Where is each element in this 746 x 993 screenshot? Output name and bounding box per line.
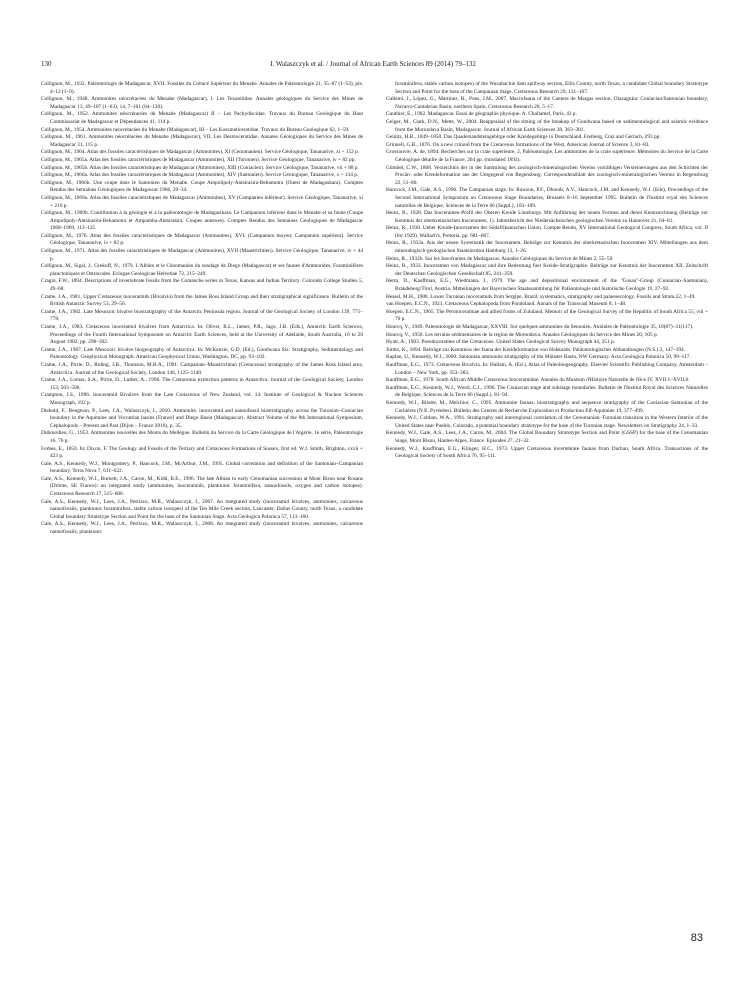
references-left-column xyxy=(41,81,363,537)
reference-entry: Collignon, M., 1966a. Atlas des fossiles caractéristiques de Madagascar (Ammonites), XIV (Santonien). Service Géologique, Tananarive, x + 134 p. xyxy=(41,172,359,179)
reference-entry: Crampton, J.S., 1996. Inoceramid Bivalves from the Late Cretaceous of New Zealand, vol. 14. Institute of Geological & Nuclear Sciences Monograph, 192 p. xyxy=(41,392,363,406)
folio-number: 83 xyxy=(690,932,703,944)
reference-entry: Collignon, M., 1966b. Une coupe dans le Santonien du Menabe. Coupe Ampolipoly-Antsirasira-Behamotra (Ouest de Madagaskara). Comptes Rendus des Semaines Géologiques de Madagascar 1966, 29–34. xyxy=(41,179,363,194)
reference-entry: Collignon, M., 1964. Atlas des fossiles caractéristiques de Madagascar (Ammonites), XI (Cenomanien). Service Géologique, Tananarive, xi + 152 p. xyxy=(41,149,360,156)
running-header xyxy=(41,58,705,70)
reference-entry: Collignon, M., 1970. Atlas des fossiles caractéristiques de Madagascar (Ammonites), XVI. (Campanien moyen; Campanien supérieur). Service Géologique, Tananarive, iv + 82 p. xyxy=(41,232,363,247)
reference-entry: Crame, J.A., 1983. Cretaceous inoceramid bivalves from Antarctica. In: Oliver, R.L., James, P.R., Jago, J.B. (Eds.), Antarctic Earth Sciences, Proceedings of the Fourth International Symposium on Antarctic Earth Sciences, held at the University of Adelaide, South Australia, 16 to 20 August 1982, pp. 298–302. xyxy=(41,324,363,346)
reference-entry: Kauffman, E.G., 1973. Cretaceous Bivalvia. In: Hallam, A. (Ed.), Atlas of Paleobiogeography. Elsevier Scientific Publishing Company, Amsterdam – London – New York, pp. 353–383. xyxy=(386,361,708,376)
page-number: 130 xyxy=(41,60,52,68)
reference-entry: Heinz, R., 1928. Das Inoceramen-Profil der Oberen Kreide Lüneburgs. Mit Anführung der neuen Formen and deren Kennzeichnung (Beiträge zur Kenntnis der oberkretazischen Inoceramen, 1). Jahresbericht des Niedersächsischen geologischen Vereins zu Hannover 21, 64–81. xyxy=(386,210,708,224)
reference-entry: Gale, A.S., Kennedy, W.J., Montgomery, P., Hancock, J.M., McArthur, J.M., 1995. Global correlation and definition of the Santonian–Campanian boundary. Terra Nova 7, 611–622. xyxy=(41,460,363,475)
reference-entry: Collignon, M., 1969a. Atlas des fossiles caractéristiques de Madagascar (Ammonites), XV (Campanien inférieur). Service Géologique, Tananarive, xi + 216 p. xyxy=(41,194,363,209)
journal-citation: I. Walaszczyk et al. / Journal of African Earth Sciences 89 (2014) 79–132 xyxy=(270,60,476,68)
reference-entry: Forbes, E., 1850. In: Dixon, F. The Geology and Fossils of the Tertiary and Cretaceous Formations of Sussex, first ed. W.J. Smith, Brighton, xxxii + 423 p. xyxy=(41,445,363,460)
reference-entry: Gale, A.S., Kennedy, W.J., Lees, J.A., Petrizzo, M.R., Walaszczyk, I., 2007. An integrated study (inoceramid bivalves, ammonites, calcareous nannofossils, planktonic foraminifera, stable carbon isotopes) of the Ten Mile Creek section, Lancaster, Dallas County, north Texas, a candidate Global boundary Stratotype Section and Point for the base of the Santonian Stage. Acta Geologica Polonica 57, 113–160. xyxy=(41,498,363,520)
reference-entry: Kennedy, W.J., Gale, A.S., Lees, J.A., Caron, M., 2004. The Global Boundary Stratotype Section and Point (GSSP) for the base of the Cenomanian Stage, Mont Risou, Hautes-Alpes, France. Episodes 27, 21–32. xyxy=(386,430,708,444)
reference-entry: Gallemí, J., López, G., Martínez, R., Pons, J.M., 2007. Macrofauna of the Cantera de Margas section, Olazagutia: Coniacian/Santonian boundary, Navarro-Cantabrian Basin, northern Spain. Cretaceous Research 28, 5–17. xyxy=(386,96,708,110)
reference-entry: Collignon, M., 1969b. Contribution à la géologie et à la paléontologie de Madagasikara. Le Campanien inférieur dans le Menabe et sa faune (Coupe Ampolipoly-Antsirasira-Behamotra et Ampamba-Antsirasira. Coupes annexes). Comptes Rendus des Semaines Géologiques de Madagascar 1968–1969, 113–125. xyxy=(41,210,363,232)
reference-entry: Kaplan, U., Kennedy, W.J., 2000. Santonian ammonite stratigraphy of the Münster Basin, NW Germany. Acta Geologica Polonica 50, 99–117. xyxy=(386,354,691,361)
reference-entry: Geiger, M., Clark, D.N., Mette, W., 2004. Reappraisal of the timing of the breakup of Gondwana based on sedimentological and seismic evidence from the Morondava Basin, Madagascar. Journal of African Earth Sciences 38, 363–381. xyxy=(386,118,708,133)
reference-entry: Gümbel, C.W., 1868. Verzeichnis der in der Sammlung des zoologisch-mineralogischen Vereins vorräthigen Versteinerungen aus den Schichten der Procän- oder Kreideformation aus der Umgegend von Regensburg. Correspondenzblatt des zoologisch-mineralogischen Vereins in Regensburg 22, 51–80. xyxy=(386,164,708,186)
reference-entry: Heinz, R., 1932b. Sur les Inocérames de Madagascar. Annales Géologiques du Service de Mines 2, 55–59. xyxy=(386,255,614,262)
reference-entry: Gauthier, E., 1902. Madagascar. Essai de géographie physique. A. Challamel, Paris, 43 p. xyxy=(386,111,577,118)
reference-entry: Herm, D., Kauffman, E.G., Wiedmann, J., 1979. The age and depositional environment of the ''Gosau''-Group (Coniacian–Santonian), Brandeberg/Tirol, Austria. Mitteilungen der Bayerischen Staatssammlung für Paläontologie und historische Geologie 19, 27–92. xyxy=(386,278,708,293)
reference-entry: Cragin, F.W., 1894. Descriptions of invertebrate fossils from the Comanche series in Texas, Kansas and Indian Territory. Colorado College Studies 5, 49–68. xyxy=(41,278,363,293)
references-right-column xyxy=(386,81,708,461)
reference-entry: Collignon, M., 1932. Paléontologie de Madagascar, XVII. Fossiles du Crétacé Supérieur du Menabe. Annales de Paléontologie 21, 35–87 (1–53), pls. 4–12 (1–9). xyxy=(41,81,363,95)
reference-entry: Grinnell, G.B., 1876. On a new crinoid from the Cretaceous formations of the West. American Journal of Science 3, 81–83. xyxy=(386,141,650,148)
reference-continued: foraminifera, stable carbon isotopes) of the Waxahachie dam spillway section, Ellis County, north Texas, a candidate Global boundary Stratotype Section and Point for the base of the Campanian Stage. Cretaceous Research 29, 131–167. xyxy=(395,81,708,95)
reference-entry: Jimbo, K., 1894. Beiträge zur Kenntniss der fauna der Kreideformation von Hokkaido. Paläontologisches Abhandlungen (N.S.) 2, 147–194. xyxy=(386,346,686,353)
reference-entry: Kennedy, W.J., Bilotte, M., Melchior, C., 1995. Ammonite faunas, biostratigraphy and sequence stratigraphy of the Coniacian–Santonian of the Corbières (N.E. Pyrénées). Bulletin des Centres de Recherche Exploration et Production Elf-Aquitaine 19, 377–499. xyxy=(386,399,708,414)
reference-entry: Kennedy, W.J., Kauffman, E.G., Klinger, H.C., 1973. Upper Cretaceous invertebrate faunas from Durban, South Africa. Transactions of the Geological Society of South Africa 76, 95–111. xyxy=(386,445,708,460)
reference-entry: Crame, J.A., 1987. Late Mesozoic bivalve biogeography of Antarctica. In: McKenzie, G.D. (Ed.), Gondwana Six: Stratigraphy, Sedimentology and Paleontology. Geophysical Monograph. American Geophysical Union, Washington, DC, pp. 93–102. xyxy=(41,346,363,361)
reference-entry: Hessel, M.H., 1988. Lower Turonian inoceramids from Sergipe, Brazil: systematics, stratigraphy and palaeoecology. Fossils and Strata 22, 1–49. xyxy=(386,293,696,300)
reference-entry: Collignon, M., 1948. Ammonites néocrétacées du Menabe (Madagascar), I. Les Texanitidae. Annales géologiques du Service des Mines de Madagascar 13, 49–107 (1–63); 14, 7–101 (64–120). xyxy=(41,96,363,110)
reference-entry: Crame, J.A., Lomas, S.A., Pirrie, D., Luther, A., 1996. The Cretaceous extinction patterns in Antarctica. Journal of the Geological Society, London 153, 503–506. xyxy=(41,377,363,391)
reference-entry: Hyatt, A., 1903. Pseudoceratites of the Cretaceous. United States Geological Survey Monograph 44, 351 p. xyxy=(386,339,615,346)
reference-entry: Kennedy, W.J., Cobban, W.A., 1991. Stratigraphy and interregional correlation of the Cenomanian–Turonian transition in the Western Interior of the United States near Pueblo, Colorado, a potential boundary stratotype for the base of the Turonian stage. Newsletters on Stratigraphy 24, 1–33. xyxy=(386,415,708,429)
reference-entry: Collignon, M., 1965b. Atlas des fossiles caractéristiques de Madagascar (Ammonites), XIII (Coniacien). Service Géologique, Tananarive, vii + 88 p. xyxy=(41,164,359,171)
reference-entry: Gale, A.S., Kennedy, W.J., Burnett, J.A., Caron, M., Kidd, B.E., 1996. The late Albian to early Cenomanian succession at Mont Risou near Rosans (Drôme, SE France): an integrated study (ammonites, inoceramids, planktonic foraminifera, nannofossils, oxygen and carbon isotopes). Cretaceous Research 17, 515–606. xyxy=(41,475,363,498)
reference-entry: Kauffman, E.G., 1978. South African Middle Cretaceous Inoceramidae. Annales du Muséum d'Histoire Naturelle de Nice IV, XVII.1–XVII.6. xyxy=(386,377,690,384)
reference-entry: Heinz, R., 1932a. Aus der neuen Systematik der Inoceramen. Beiträge zur Kenntnis der oberkretazischen Inoceramen XIV. Mitteilungen aus dem mineralogisch-geologischen Staatsinstitut Hamburg 13, 1–26. xyxy=(386,240,708,255)
reference-entry: Gale, A.S., Kennedy, W.J., Lees, J.A., Petrizzo, M.R., Walaszczyk, I., 2008. An integrated study (inoceramid bivalves, ammonites, calcareous nannofossils, planktonic xyxy=(41,521,363,536)
reference-entry: Hourcq, V., 1950. Les terrains sédimentaires de la région de Morondava. Annales Géologiques du Service des Mines 20, 105 p. xyxy=(386,331,658,338)
reference-entry: Collignon, M., Sigal, J., Grekoff, N., 1979. L'Albien et le Cénomanien du sondage de Diego (Madagascar) et ses faunes d'Ammonites, Foraminifères planctoniques et Ostracodes. Eclogae Geologicae Helvetiae 72, 215–249. xyxy=(41,263,363,277)
reference-entry: Hoepen, E.C.N., 1965. The Peroniceratinae and allied forms of Zululand. Memoir of the Geological Survey of the Republic of South Africa 55, viii + 70 p. xyxy=(386,308,708,323)
reference-entry: Collignon, M., 1954. Ammonites neocretacées du Menabe (Madagascar), III – Les Kossmaticeratidae. Travaux du Bureau Geologique 62, 1–59. xyxy=(41,126,350,133)
reference-entry: Hancock, J.M., Gale, A.S., 1996. The Campanian stage. In: Rawson, P.F., Dhondt, A.V., Hancock, J.M. and Kennedy, W.J. (Eds), Proceedings of the Second International Symposium on Cretaceous Stage Boundaries, Brussels 8–16 September 1995. Bulletin de l'Institut royal des Sciences naturelles de Belgique, Sciences de la Terre 66 (Suppl.), 103–109. xyxy=(386,187,708,209)
reference-entry: Heinz, R., 1930. Ueber Kreide-Inoceramen der Südafrikanischen Union. Compte Rendu, XV International Geological Congress, South Africa, vol. II (for 1929). Wallach's, Pretoria, pp. 681–687. xyxy=(386,225,708,239)
reference-entry: Heinz, R., 1933. Inoceramen von Madagascar und ihre Bedeutung fuer Kreide-Stratigraphie. Beiträge zur Kenntnis der Inoceramen XII. Zeitschrift der Deutschen Geologischen Gesellschaft 85, 241–259. xyxy=(386,263,708,277)
reference-entry: Diebold, F., Bengtson, P., Lees, J.A., Walaszczyk, I., 2010. Ammonite, inoceramid and nannofossil biostratigraphy across the Turonian–Coniacian boundary in the Aquitaine and Vocontian basins (France) and Diego Basin (Madagascar). Abstract Volume of the 8th International Symposium, Cephalopods – Present and Past (Dijon – France 2010), p. 35. xyxy=(41,407,363,429)
reference-entry: Collignon, M., 1971. Atlas des fossiles caractéristiques de Madagascar (Ammonites), XVII (Maastrichtien). Service Géologique, Tananarive, iv + 44 p. xyxy=(41,248,363,262)
reference-entry: van Hoepen, E.C.N., 1921. Cretaceous Cephalopoda from Pondoland. Annals of the Transvaal Museum 8, 1–48. xyxy=(386,301,627,308)
reference-entry: Crame, J.A., Pirrie, D., Riding, J.B., Thomson, M.R.A., 1991. Campanian–Maastrichtian (Cretaceous) stratigraphy of the James Ross Island area, Antarctica. Journal of the Geological Society, London 148, 1125–1140. xyxy=(41,361,363,376)
reference-entry: Grossouvre, A. de, 1894. Recherches sur la craie supérieure, 2, Paléontologie. Les ammonites de la craie supérieure. Mémoires du Service de la Carte Géologique détaille de la France, 264 pp. (misdated 1893). xyxy=(386,149,708,163)
reference-entry: Collignon, M., 1961. Ammonites néocrétacées du Menabe (Madagascar), VII, Les Desmoceratidae. Annales Géologiques du Service des Mines de Madagascar 31, 115 p. xyxy=(41,134,363,148)
reference-entry: Crame, J.A., 1982. Late Mesozoic bivalve biostratigraphy of the Antarctic Peninsula region. Journal of the Geological Society of London 139, 771–778. xyxy=(41,308,363,323)
reference-entry: Crame, J.A., 1981. Upper Cretaceous inoceramids (Bivalvia) from the James Ross Island Group and their stratigraphical significance. Bulletin of the British Antarctic Survey 53, 29–56. xyxy=(41,293,363,308)
reference-entry: Collignon, M., 1965a. Atlas des fossiles caractéristiques de Madagascar (Ammonites), XII (Turonien). Service Géologique, Tananarive, iv + 82 pp. xyxy=(41,156,356,163)
reference-entry: Hourcq, V., 1949. Paleontologie de Madagascar, XXVIII. Sur quelques ammonites du Senonien. Annlales de Paléontologie 35, 10(87)–31(117). xyxy=(386,324,694,330)
reference-entry: Kauffman, E.G., Kennedy, W.J., Wood, C.J., 1996. The Coniacian stage and substage boundaries. Bulletin de l'Institut Royal des Sciences Naturelles de Belgique, Sciences de la Terre 66 (Suppl.), 81–94. xyxy=(386,384,708,399)
reference-entry: Geinitz, H.B., 1849–1850. Das Quadersandsteingebirge oder Kreidegebirge in Deutschland. Freiberg, Craz and Gerlach, 293 pp. xyxy=(386,134,661,141)
reference-entry: Collignon, M., 1952. Ammonites néocrétacées du Menabe (Madagascar) II – Les Pachydiscidae. Travaux du Bureau Geologique du Haut Commissariat de Madagascar et Dépendances 41, 114 p. xyxy=(41,111,363,125)
reference-entry: Dubourdieu, G., 1953. Ammonites nouvelles des Monts du Mellègue. Bulletin du Service du la Carte Géologique de l'Algérie. 1e série, Paléontologie 16, 76 p. xyxy=(41,430,363,444)
